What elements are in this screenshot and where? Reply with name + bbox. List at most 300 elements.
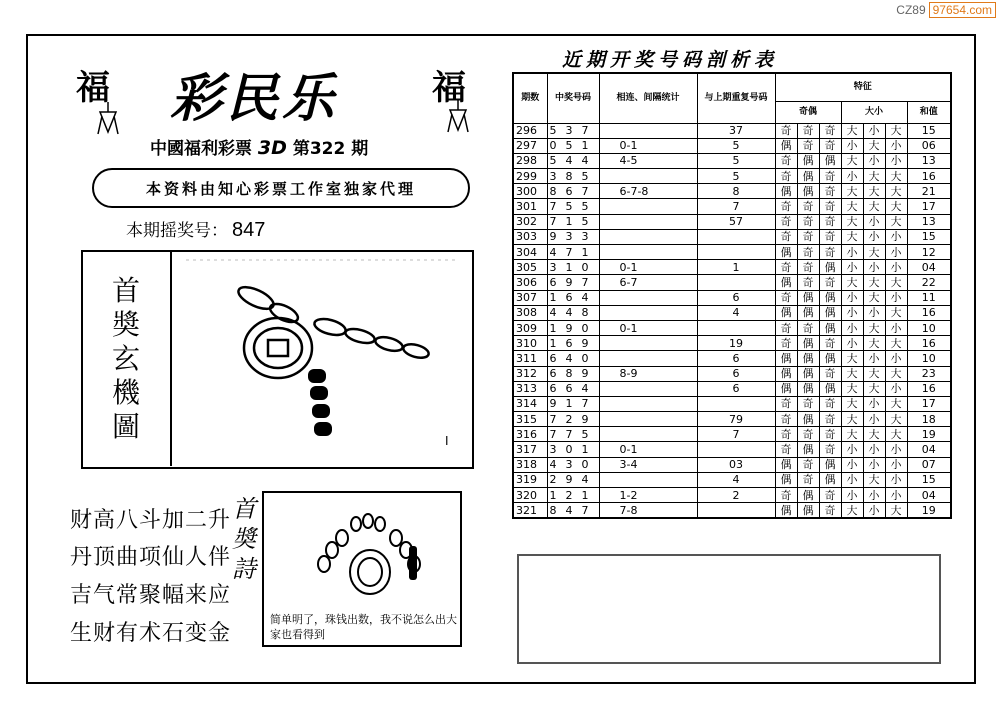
sum-cell: 15 (907, 229, 951, 244)
winning-digit: 6 (549, 382, 557, 396)
winning-digit: 1 (581, 443, 589, 457)
oddeven-cell: 偶 (797, 488, 819, 503)
winning-number-cell (547, 336, 599, 351)
repeat-cell: 6 (697, 351, 775, 366)
winning-digit: 9 (549, 397, 557, 411)
oddeven-cell: 偶 (775, 275, 797, 290)
table-row (513, 138, 951, 153)
header-bigsmall: 大小 (841, 101, 907, 123)
table-title: 近期开奖号码剖析表 (562, 49, 779, 71)
oddeven-cell: 偶 (775, 305, 797, 320)
consecutive-cell: 0-1 (599, 260, 697, 275)
bigsmall-cell: 小 (841, 320, 863, 335)
consecutive-cell: 7-8 (599, 503, 697, 519)
oddeven-cell: 偶 (819, 305, 841, 320)
oddeven-cell: 奇 (775, 320, 797, 335)
oddeven-cell: 偶 (819, 290, 841, 305)
winning-digit: 7 (581, 503, 589, 517)
bigsmall-cell: 大 (841, 366, 863, 381)
oddeven-cell: 奇 (819, 488, 841, 503)
oddeven-cell: 偶 (819, 472, 841, 487)
oddeven-cell: 奇 (819, 245, 841, 260)
oddeven-cell: 偶 (775, 472, 797, 487)
winning-digit: 7 (549, 427, 557, 441)
winning-digit: 0 (581, 321, 589, 335)
winning-digit: 8 (549, 184, 557, 198)
consecutive-cell (599, 245, 697, 260)
period-cell: 315 (513, 412, 547, 427)
header-period: 期数 (513, 73, 547, 123)
winning-number-cell (547, 184, 599, 199)
winning-digit: 6 (549, 275, 557, 289)
poem-line: 生财有术石变金 (70, 621, 232, 646)
bigsmall-cell: 大 (885, 412, 907, 427)
necklace-coin-image (312, 512, 432, 604)
consecutive-cell: 8-9 (599, 366, 697, 381)
period-cell: 321 (513, 503, 547, 519)
bigsmall-cell: 大 (863, 199, 885, 214)
repeat-cell: 5 (697, 138, 775, 153)
winning-digit: 8 (549, 503, 557, 517)
winning-digit: 3 (565, 230, 573, 244)
bigsmall-cell: 小 (863, 442, 885, 457)
period-cell: 304 (513, 245, 547, 260)
consecutive-cell: 1-2 (599, 488, 697, 503)
winning-digit: 4 (549, 245, 557, 259)
brand-title: 彩民乐 (170, 68, 339, 129)
repeat-cell (697, 275, 775, 290)
bigsmall-cell: 小 (863, 305, 885, 320)
repeat-cell: 19 (697, 336, 775, 351)
issue-game: 3D (257, 137, 287, 159)
oddeven-cell: 奇 (775, 442, 797, 457)
winning-digit: 4 (549, 306, 557, 320)
bigsmall-cell: 大 (841, 123, 863, 138)
consecutive-cell (599, 396, 697, 411)
oddeven-cell: 奇 (819, 396, 841, 411)
repeat-cell: 5 (697, 153, 775, 168)
winning-number-cell (547, 275, 599, 290)
repeat-cell: 6 (697, 366, 775, 381)
bigsmall-cell: 小 (863, 153, 885, 168)
oddeven-cell: 奇 (819, 442, 841, 457)
oddeven-cell: 偶 (775, 457, 797, 472)
oddeven-cell: 偶 (819, 153, 841, 168)
table-row (513, 290, 951, 305)
oddeven-cell: 偶 (819, 381, 841, 396)
bigsmall-cell: 小 (841, 260, 863, 275)
lantern-tassel-right-icon (438, 100, 478, 134)
bigsmall-cell: 大 (841, 214, 863, 229)
bigsmall-cell: 小 (863, 412, 885, 427)
bigsmall-cell: 大 (841, 396, 863, 411)
bigsmall-cell: 小 (885, 457, 907, 472)
header-oddeven: 奇偶 (775, 101, 841, 123)
bigsmall-cell: 大 (885, 305, 907, 320)
winning-digit: 7 (565, 427, 573, 441)
oddeven-cell: 偶 (797, 290, 819, 305)
oddeven-cell: 偶 (797, 351, 819, 366)
poem-line: 吉气常聚幅来应 (70, 583, 232, 608)
watermark-site[interactable]: 97654.com (929, 2, 996, 18)
bigsmall-cell: 大 (863, 366, 885, 381)
repeat-cell: 8 (697, 184, 775, 199)
puzzle-mark: I (445, 434, 449, 448)
winning-number-cell (547, 169, 599, 184)
winning-digit: 0 (549, 139, 557, 153)
bigsmall-cell: 小 (863, 457, 885, 472)
oddeven-cell: 奇 (775, 427, 797, 442)
period-cell: 310 (513, 336, 547, 351)
table-row (513, 214, 951, 229)
consecutive-cell (599, 381, 697, 396)
table-row (513, 336, 951, 351)
bigsmall-cell: 小 (863, 214, 885, 229)
winning-number-cell (547, 488, 599, 503)
winning-digit: 1 (549, 336, 557, 350)
consecutive-cell (599, 123, 697, 138)
repeat-cell: 03 (697, 457, 775, 472)
winning-digit: 4 (581, 291, 589, 305)
oddeven-cell: 偶 (819, 260, 841, 275)
period-cell: 316 (513, 427, 547, 442)
oddeven-cell: 奇 (819, 184, 841, 199)
winning-digit: 5 (581, 169, 589, 183)
bigsmall-cell: 大 (863, 245, 885, 260)
oddeven-cell: 奇 (797, 472, 819, 487)
period-cell: 314 (513, 396, 547, 411)
period-cell: 307 (513, 290, 547, 305)
period-cell: 312 (513, 366, 547, 381)
winning-number-cell (547, 427, 599, 442)
sum-cell: 22 (907, 275, 951, 290)
oddeven-cell: 偶 (797, 184, 819, 199)
header-features: 特征 (775, 73, 951, 101)
consecutive-cell (599, 351, 697, 366)
repeat-cell: 7 (697, 427, 775, 442)
consecutive-cell (599, 427, 697, 442)
watermark-code: CZ89 (896, 3, 926, 17)
bigsmall-cell: 大 (863, 472, 885, 487)
winning-number-cell (547, 138, 599, 153)
oddeven-cell: 奇 (797, 199, 819, 214)
period-cell: 303 (513, 229, 547, 244)
puzzle-label-char: 玄 (111, 341, 140, 375)
winning-digit: 7 (549, 412, 557, 426)
winning-digit: 6 (549, 351, 557, 365)
winning-digit: 1 (581, 245, 589, 259)
winning-number-cell (547, 457, 599, 472)
repeat-cell: 4 (697, 472, 775, 487)
bigsmall-cell: 大 (863, 275, 885, 290)
bigsmall-cell: 小 (841, 336, 863, 351)
oddeven-cell: 偶 (775, 184, 797, 199)
sum-cell: 23 (907, 366, 951, 381)
bigsmall-cell: 小 (841, 138, 863, 153)
consecutive-cell (599, 305, 697, 320)
sum-cell: 04 (907, 488, 951, 503)
bigsmall-cell: 大 (885, 123, 907, 138)
winning-digit: 8 (565, 367, 573, 381)
draw-number-line (126, 216, 265, 242)
sum-cell: 07 (907, 457, 951, 472)
period-cell: 318 (513, 457, 547, 472)
bigsmall-cell: 大 (841, 184, 863, 199)
winning-digit: 5 (581, 427, 589, 441)
oddeven-cell: 奇 (775, 123, 797, 138)
poem-caption: 简单明了，珠钱出数，我不说怎么出大家也看得到 (270, 613, 457, 642)
bigsmall-cell: 大 (863, 290, 885, 305)
winning-digit: 5 (581, 200, 589, 214)
poem-line: 财高八斗加二升 (70, 508, 232, 533)
oddeven-cell: 偶 (775, 351, 797, 366)
winning-digit: 1 (565, 397, 573, 411)
oddeven-cell: 奇 (797, 396, 819, 411)
notes-box (517, 554, 941, 664)
period-cell: 319 (513, 472, 547, 487)
sum-cell: 13 (907, 153, 951, 168)
bigsmall-cell: 大 (863, 336, 885, 351)
consecutive-cell (599, 472, 697, 487)
winning-digit: 3 (549, 260, 557, 274)
bigsmall-cell: 大 (885, 336, 907, 351)
winning-digit: 3 (581, 230, 589, 244)
bigsmall-cell: 大 (885, 169, 907, 184)
header-winning: 中奖号码 (547, 73, 599, 123)
oddeven-cell: 奇 (819, 336, 841, 351)
period-cell: 301 (513, 199, 547, 214)
issue-line (150, 134, 368, 159)
winning-digit: 9 (565, 321, 573, 335)
poem-title: 首奬詩 (232, 495, 256, 583)
oddeven-cell: 偶 (797, 381, 819, 396)
bigsmall-cell: 小 (841, 488, 863, 503)
puzzle-label-char: 機 (111, 376, 140, 410)
table-row (513, 472, 951, 487)
winning-digit: 5 (549, 124, 557, 138)
bigsmall-cell: 大 (841, 412, 863, 427)
winning-digit: 6 (565, 382, 573, 396)
oddeven-cell: 奇 (819, 275, 841, 290)
oddeven-cell: 奇 (775, 199, 797, 214)
period-cell: 297 (513, 138, 547, 153)
consecutive-cell: 6-7-8 (599, 184, 697, 199)
oddeven-cell: 偶 (797, 503, 819, 519)
consecutive-cell: 3-4 (599, 457, 697, 472)
consecutive-cell (599, 229, 697, 244)
table-row (513, 229, 951, 244)
winning-digit: 6 (565, 184, 573, 198)
consecutive-cell (599, 290, 697, 305)
winning-digit: 1 (549, 291, 557, 305)
oddeven-cell: 奇 (797, 320, 819, 335)
oddeven-cell: 奇 (819, 427, 841, 442)
coin-bead-puzzle-image (176, 256, 466, 464)
bigsmall-cell: 大 (863, 169, 885, 184)
issue-prefix: 中國福利彩票 (150, 139, 252, 159)
draw-history-table (512, 72, 952, 519)
oddeven-cell: 奇 (775, 488, 797, 503)
table-row (513, 442, 951, 457)
consecutive-cell (599, 199, 697, 214)
bigsmall-cell: 小 (863, 229, 885, 244)
winning-digit: 1 (549, 321, 557, 335)
bigsmall-cell: 小 (885, 442, 907, 457)
table-row (513, 503, 951, 519)
draw-number: 847 (232, 219, 266, 241)
bigsmall-cell: 小 (885, 381, 907, 396)
sum-cell: 04 (907, 260, 951, 275)
winning-digit: 1 (565, 260, 573, 274)
oddeven-cell: 奇 (819, 169, 841, 184)
winning-digit: 4 (549, 458, 557, 472)
draw-label: 本期摇奖号： (126, 221, 228, 241)
bigsmall-cell: 小 (885, 290, 907, 305)
period-cell: 296 (513, 123, 547, 138)
oddeven-cell: 奇 (775, 290, 797, 305)
oddeven-cell: 偶 (797, 412, 819, 427)
fu-left: 福 (76, 68, 110, 108)
repeat-cell: 57 (697, 214, 775, 229)
period-cell: 317 (513, 442, 547, 457)
agency-banner: 本资料由知心彩票工作室独家代理 (92, 168, 470, 208)
oddeven-cell: 偶 (775, 138, 797, 153)
winning-digit: 9 (581, 412, 589, 426)
repeat-cell (697, 503, 775, 519)
oddeven-cell: 奇 (797, 123, 819, 138)
oddeven-cell: 奇 (819, 138, 841, 153)
winning-digit: 7 (581, 275, 589, 289)
period-cell: 309 (513, 320, 547, 335)
sum-cell: 04 (907, 442, 951, 457)
bigsmall-cell: 大 (841, 229, 863, 244)
sum-cell: 19 (907, 427, 951, 442)
fu-right: 福 (432, 68, 466, 108)
table-row (513, 275, 951, 290)
table-row (513, 488, 951, 503)
winning-digit: 2 (565, 412, 573, 426)
puzzle-label (82, 252, 172, 466)
winning-digit: 7 (565, 245, 573, 259)
winning-digit: 4 (565, 154, 573, 168)
bigsmall-cell: 大 (863, 184, 885, 199)
oddeven-cell: 偶 (797, 336, 819, 351)
oddeven-cell: 偶 (819, 320, 841, 335)
oddeven-cell: 奇 (819, 123, 841, 138)
period-cell: 306 (513, 275, 547, 290)
winning-number-cell (547, 229, 599, 244)
table-row (513, 366, 951, 381)
table-row (513, 184, 951, 199)
oddeven-cell: 偶 (797, 366, 819, 381)
winning-number-cell (547, 123, 599, 138)
bigsmall-cell: 大 (863, 381, 885, 396)
repeat-cell: 6 (697, 290, 775, 305)
oddeven-cell: 奇 (819, 229, 841, 244)
winning-digit: 5 (549, 154, 557, 168)
bigsmall-cell: 大 (841, 503, 863, 519)
winning-number-cell (547, 503, 599, 519)
winning-number-cell (547, 396, 599, 411)
period-cell: 302 (513, 214, 547, 229)
oddeven-cell: 偶 (775, 366, 797, 381)
consecutive-cell: 0-1 (599, 442, 697, 457)
bigsmall-cell: 大 (863, 138, 885, 153)
puzzle-label-char: 奬 (111, 307, 140, 341)
sum-cell: 10 (907, 320, 951, 335)
consecutive-cell (599, 412, 697, 427)
winning-number-cell (547, 214, 599, 229)
sum-cell: 16 (907, 169, 951, 184)
table-row (513, 320, 951, 335)
winning-digit: 9 (565, 275, 573, 289)
oddeven-cell: 奇 (797, 260, 819, 275)
bigsmall-cell: 大 (841, 153, 863, 168)
oddeven-cell: 偶 (797, 153, 819, 168)
winning-digit: 2 (549, 473, 557, 487)
winning-digit: 4 (565, 306, 573, 320)
table-row (513, 381, 951, 396)
winning-digit: 7 (549, 200, 557, 214)
table-row (513, 153, 951, 168)
sum-cell: 18 (907, 412, 951, 427)
oddeven-cell: 偶 (775, 381, 797, 396)
repeat-cell (697, 320, 775, 335)
winning-digit: 0 (581, 260, 589, 274)
repeat-cell: 37 (697, 123, 775, 138)
sum-cell: 16 (907, 336, 951, 351)
repeat-cell: 6 (697, 381, 775, 396)
oddeven-cell: 奇 (797, 138, 819, 153)
bigsmall-cell: 大 (885, 214, 907, 229)
winning-number-cell (547, 442, 599, 457)
winning-digit: 1 (581, 488, 589, 502)
table-row (513, 199, 951, 214)
repeat-cell: 2 (697, 488, 775, 503)
winning-digit: 0 (565, 443, 573, 457)
consecutive-cell: 4-5 (599, 153, 697, 168)
winning-digit: 6 (549, 367, 557, 381)
period-cell: 313 (513, 381, 547, 396)
period-cell: 299 (513, 169, 547, 184)
bigsmall-cell: 大 (863, 320, 885, 335)
winning-number-cell (547, 412, 599, 427)
winning-digit: 7 (581, 397, 589, 411)
winning-number-cell (547, 260, 599, 275)
oddeven-cell: 奇 (819, 412, 841, 427)
oddeven-cell: 奇 (775, 169, 797, 184)
winning-digit: 7 (581, 124, 589, 138)
issue-number: 第322 期 (292, 139, 369, 159)
winning-digit: 0 (581, 458, 589, 472)
bigsmall-cell: 大 (841, 275, 863, 290)
winning-number-cell (547, 381, 599, 396)
oddeven-cell: 偶 (819, 457, 841, 472)
period-cell: 320 (513, 488, 547, 503)
winning-digit: 3 (565, 124, 573, 138)
bigsmall-cell: 大 (863, 427, 885, 442)
header-repeat: 与上期重复号码 (697, 73, 775, 123)
bigsmall-cell: 大 (885, 503, 907, 519)
winning-digit: 4 (581, 154, 589, 168)
bigsmall-cell: 大 (841, 199, 863, 214)
repeat-cell: 5 (697, 169, 775, 184)
bigsmall-cell: 大 (885, 396, 907, 411)
bigsmall-cell: 小 (885, 472, 907, 487)
period-cell: 305 (513, 260, 547, 275)
bigsmall-cell: 小 (885, 245, 907, 260)
winning-digit: 9 (565, 473, 573, 487)
